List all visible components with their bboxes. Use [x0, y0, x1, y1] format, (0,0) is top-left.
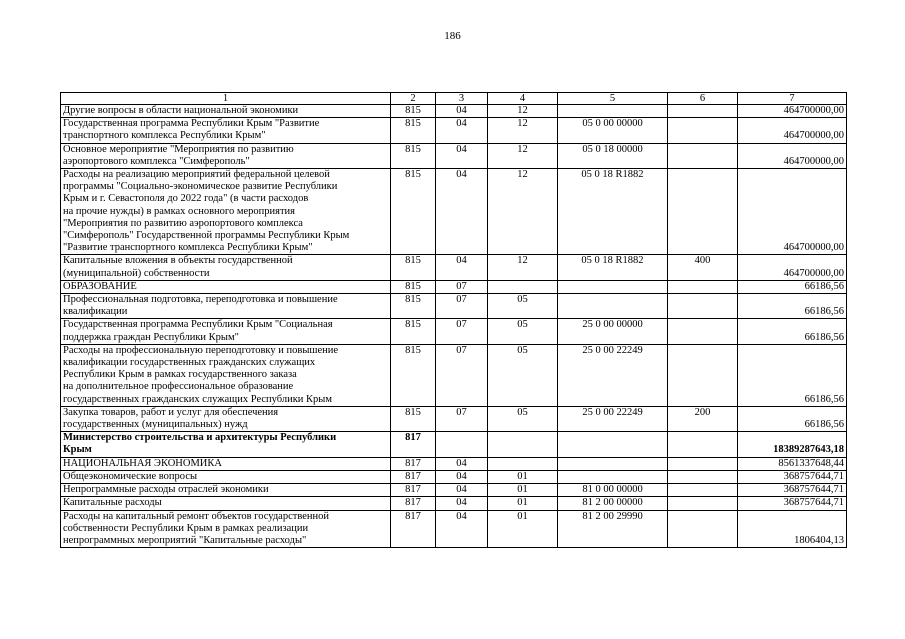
- cell-section-code: 04: [436, 105, 488, 118]
- cell-section-code: 04: [436, 510, 488, 548]
- cell-amount: 66186,56: [738, 344, 847, 406]
- cell-target-article-code: 05 0 18 R1882: [558, 169, 668, 255]
- cell-item-name: Министерство строительства и архитектуры Республики Крым: [61, 432, 391, 457]
- cell-amount: 66186,56: [738, 280, 847, 293]
- table-row: [61, 497, 847, 510]
- cell-expense-type-code: [668, 280, 738, 293]
- cell-amount: 368757644,71: [738, 497, 847, 510]
- cell-target-article-code: [558, 432, 668, 457]
- table-row: [61, 470, 847, 483]
- cell-ministry-code: 815: [391, 319, 436, 344]
- cell-item-name: Закупка товаров, работ и услуг для обеспечения государственных (муниципальных) нужд: [61, 406, 391, 431]
- cell-ministry-code: 815: [391, 105, 436, 118]
- cell-ministry-code: 815: [391, 118, 436, 143]
- table-row: [61, 169, 847, 255]
- cell-subsection-code: 12: [488, 169, 558, 255]
- cell-amount: 464700000,00: [738, 143, 847, 168]
- cell-ministry-code: 817: [391, 457, 436, 470]
- cell-subsection-code: 05: [488, 406, 558, 431]
- table-row: [61, 294, 847, 319]
- cell-subsection-code: 01: [488, 510, 558, 548]
- cell-amount: 368757644,71: [738, 484, 847, 497]
- cell-amount: 464700000,00: [738, 118, 847, 143]
- cell-expense-type-code: 400: [668, 255, 738, 280]
- cell-section-code: 04: [436, 118, 488, 143]
- cell-subsection-code: 12: [488, 118, 558, 143]
- cell-target-article-code: 25 0 00 00000: [558, 319, 668, 344]
- cell-expense-type-code: [668, 169, 738, 255]
- cell-target-article-code: [558, 457, 668, 470]
- cell-expense-type-code: [668, 143, 738, 168]
- cell-subsection-code: 01: [488, 484, 558, 497]
- table-row: [61, 280, 847, 293]
- table-row: [61, 344, 847, 406]
- table-row: [61, 143, 847, 168]
- cell-expense-type-code: [668, 118, 738, 143]
- cell-amount: 8561337648,44: [738, 457, 847, 470]
- cell-item-name: Непрограммные расходы отраслей экономики: [61, 484, 391, 497]
- cell-ministry-code: 815: [391, 280, 436, 293]
- header-col-4: 4: [488, 93, 558, 105]
- cell-subsection-code: 01: [488, 497, 558, 510]
- cell-item-name: Государственная программа Республики Крым "Социальная поддержка граждан Республики Крым": [61, 319, 391, 344]
- cell-amount: 66186,56: [738, 294, 847, 319]
- cell-target-article-code: 81 2 00 29990: [558, 510, 668, 548]
- cell-expense-type-code: [668, 344, 738, 406]
- cell-subsection-code: 12: [488, 255, 558, 280]
- cell-ministry-code: 815: [391, 169, 436, 255]
- cell-ministry-code: 817: [391, 497, 436, 510]
- cell-item-name: Расходы на капитальный ремонт объектов государственной собственности Республики Крым в рамках реализации непрограммных мероприятий "Капитальные расходы": [61, 510, 391, 548]
- budget-table: [60, 92, 847, 548]
- cell-section-code: 04: [436, 255, 488, 280]
- header-col-1: 1: [61, 93, 391, 105]
- cell-subsection-code: [488, 457, 558, 470]
- cell-item-name: Основное мероприятие "Мероприятия по развитию аэропортового комплекса "Симферополь": [61, 143, 391, 168]
- cell-subsection-code: 01: [488, 470, 558, 483]
- cell-ministry-code: 815: [391, 406, 436, 431]
- cell-target-article-code: 05 0 00 00000: [558, 118, 668, 143]
- cell-subsection-code: [488, 280, 558, 293]
- cell-item-name: Расходы на реализацию мероприятий федеральной целевой программы "Социально-экономическое развитие Республики Крым и г. Севастополя до 2022 года" (в части расходов на прочие нужды) в рамках основного мероприятия "Мероприятия по развитию аэропортового комплекса "Симферополь" Государственной программы Республики Крым "Развитие транспортного комплекса Республики Крым": [61, 169, 391, 255]
- cell-section-code: 04: [436, 497, 488, 510]
- cell-section-code: 04: [436, 457, 488, 470]
- table-row: [61, 457, 847, 470]
- header-col-7: 7: [738, 93, 847, 105]
- table-row: [61, 105, 847, 118]
- cell-target-article-code: 25 0 00 22249: [558, 344, 668, 406]
- cell-section-code: 07: [436, 406, 488, 431]
- cell-ministry-code: 817: [391, 484, 436, 497]
- cell-item-name: НАЦИОНАЛЬНАЯ ЭКОНОМИКА: [61, 457, 391, 470]
- cell-amount: 464700000,00: [738, 169, 847, 255]
- cell-target-article-code: [558, 105, 668, 118]
- cell-subsection-code: 05: [488, 344, 558, 406]
- cell-item-name: Государственная программа Республики Крым "Развитие транспортного комплекса Республики Крым": [61, 118, 391, 143]
- table-row: [61, 406, 847, 431]
- cell-ministry-code: 817: [391, 432, 436, 457]
- cell-item-name: Капитальные расходы: [61, 497, 391, 510]
- header-col-2: 2: [391, 93, 436, 105]
- cell-target-article-code: 05 0 18 R1882: [558, 255, 668, 280]
- header-col-6: 6: [668, 93, 738, 105]
- cell-target-article-code: [558, 470, 668, 483]
- cell-ministry-code: 815: [391, 294, 436, 319]
- cell-expense-type-code: [668, 457, 738, 470]
- cell-expense-type-code: [668, 294, 738, 319]
- cell-section-code: 04: [436, 143, 488, 168]
- cell-subsection-code: 05: [488, 294, 558, 319]
- cell-amount: 464700000,00: [738, 255, 847, 280]
- page-number: 186: [444, 30, 461, 42]
- header-col-3: 3: [436, 93, 488, 105]
- cell-amount: 66186,56: [738, 406, 847, 431]
- cell-amount: 1806404,13: [738, 510, 847, 548]
- table-row: [61, 255, 847, 280]
- cell-amount: 18389287643,18: [738, 432, 847, 457]
- cell-ministry-code: 815: [391, 255, 436, 280]
- cell-expense-type-code: [668, 510, 738, 548]
- header-col-5: 5: [558, 93, 668, 105]
- table-row: [61, 510, 847, 548]
- cell-section-code: 07: [436, 319, 488, 344]
- cell-section-code: 07: [436, 344, 488, 406]
- cell-ministry-code: 815: [391, 344, 436, 406]
- cell-item-name: Капитальные вложения в объекты государственной (муниципальной) собственности: [61, 255, 391, 280]
- table-row: [61, 118, 847, 143]
- table-row: [61, 432, 847, 457]
- cell-item-name: Профессиональная подготовка, переподготовка и повышение квалификации: [61, 294, 391, 319]
- cell-section-code: 04: [436, 484, 488, 497]
- cell-amount: 464700000,00: [738, 105, 847, 118]
- cell-target-article-code: 81 2 00 00000: [558, 497, 668, 510]
- cell-target-article-code: 81 0 00 00000: [558, 484, 668, 497]
- cell-expense-type-code: [668, 470, 738, 483]
- cell-ministry-code: 817: [391, 470, 436, 483]
- cell-item-name: Общеэкономические вопросы: [61, 470, 391, 483]
- cell-ministry-code: 815: [391, 143, 436, 168]
- cell-expense-type-code: [668, 319, 738, 344]
- cell-section-code: 04: [436, 470, 488, 483]
- cell-target-article-code: 25 0 00 22249: [558, 406, 668, 431]
- cell-expense-type-code: [668, 484, 738, 497]
- cell-section-code: [436, 432, 488, 457]
- cell-section-code: 04: [436, 169, 488, 255]
- cell-subsection-code: 05: [488, 319, 558, 344]
- cell-item-name: Другие вопросы в области национальной экономики: [61, 105, 391, 118]
- cell-target-article-code: [558, 294, 668, 319]
- cell-subsection-code: 12: [488, 105, 558, 118]
- cell-amount: 368757644,71: [738, 470, 847, 483]
- cell-expense-type-code: [668, 105, 738, 118]
- cell-expense-type-code: [668, 432, 738, 457]
- table-row: [61, 319, 847, 344]
- table-row: [61, 484, 847, 497]
- cell-section-code: 07: [436, 280, 488, 293]
- cell-subsection-code: 12: [488, 143, 558, 168]
- cell-subsection-code: [488, 432, 558, 457]
- cell-target-article-code: [558, 280, 668, 293]
- cell-expense-type-code: 200: [668, 406, 738, 431]
- cell-amount: 66186,56: [738, 319, 847, 344]
- cell-item-name: Расходы на профессиональную переподготовку и повышение квалификации государственных гражданских служащих Республики Крым в рамках государственного заказа на дополнительное профессиональное образование государственных гражданских служащих Республики Крым: [61, 344, 391, 406]
- header-row: [61, 93, 847, 105]
- cell-target-article-code: 05 0 18 00000: [558, 143, 668, 168]
- cell-expense-type-code: [668, 497, 738, 510]
- cell-item-name: ОБРАЗОВАНИЕ: [61, 280, 391, 293]
- cell-ministry-code: 817: [391, 510, 436, 548]
- cell-section-code: 07: [436, 294, 488, 319]
